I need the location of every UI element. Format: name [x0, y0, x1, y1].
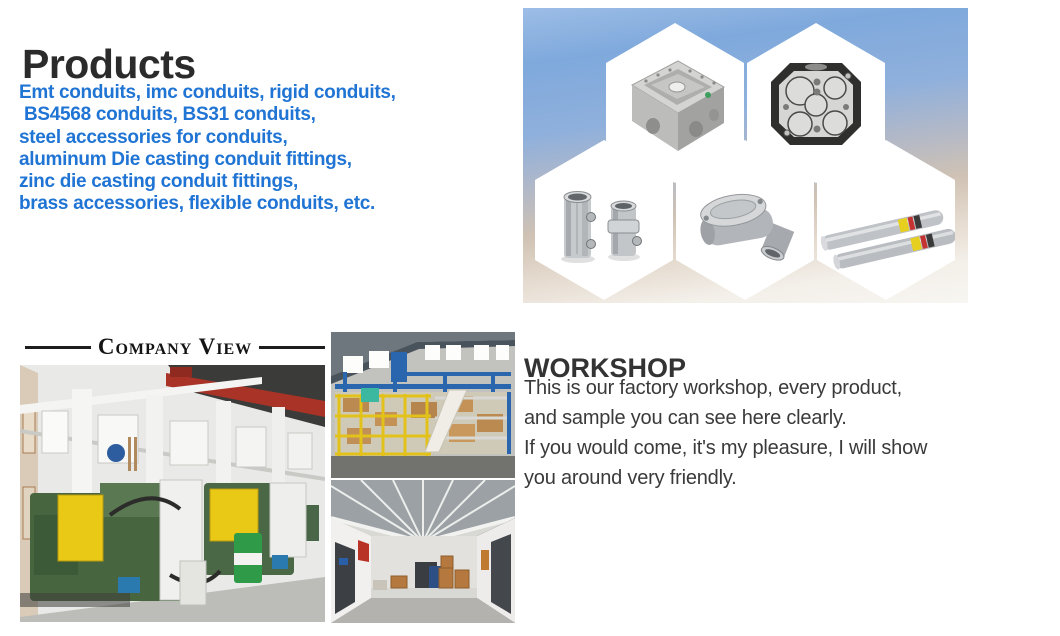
product-list-line: steel accessories for conduits,: [19, 126, 288, 148]
factory-workshop-photo: [20, 365, 325, 622]
factory-workshop-illustration: [20, 365, 325, 622]
workshop-paragraph: [524, 373, 999, 493]
company-view-title: Company View: [97, 334, 253, 359]
workshop-line: and sample you can see here clearly.: [524, 407, 847, 429]
product-collage-image: [523, 8, 968, 303]
products-title: Products: [22, 41, 196, 88]
product-list-line: aluminum Die casting conduit fittings,: [19, 148, 352, 170]
product-list-line: Emt conduits, imc conduits, rigid conduits,: [19, 82, 396, 103]
banner-rule-left: [25, 346, 91, 349]
warehouse-racks-photo: [331, 332, 515, 478]
products-list: [19, 82, 519, 216]
warehouse-racks-illustration: [331, 332, 515, 478]
product-list-line: brass accessories, flexible conduits, etc.: [19, 193, 375, 215]
company-view-section: [20, 332, 515, 623]
workshop-title: WORKSHOP: [524, 353, 686, 384]
workshop-line: If you would come, it's my pleasure, I will show: [524, 437, 928, 459]
product-list-line: BS4568 conduits, BS31 conduits,: [19, 104, 316, 126]
banner-rule-right: [259, 346, 325, 349]
product-list-line: zinc die casting conduit fittings,: [19, 171, 299, 193]
workshop-line: This is our factory workshop, every product,: [524, 377, 903, 399]
warehouse-corridor-illustration: [331, 480, 515, 623]
warehouse-corridor-photo: [331, 480, 515, 623]
workshop-line: you around very friendly.: [524, 467, 737, 489]
company-view-banner: [25, 334, 325, 360]
